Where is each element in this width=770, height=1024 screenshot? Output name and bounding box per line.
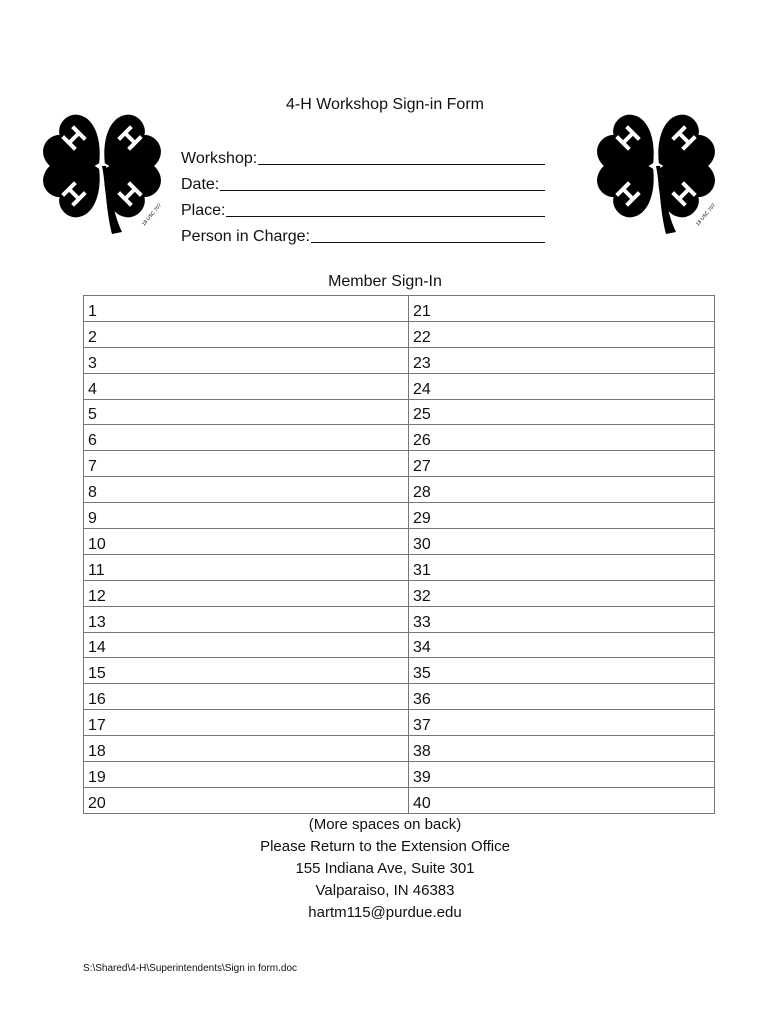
table-row [84,606,715,632]
signin-cell[interactable]: 25 [409,399,715,425]
workshop-line [258,164,545,165]
table-row [84,321,715,347]
table-row [84,632,715,658]
table-row [84,451,715,477]
workshop-field[interactable] [181,146,545,168]
signin-cell[interactable]: 2 [84,321,409,347]
field-label: Date: [181,176,220,193]
signin-cell[interactable]: 1 [84,296,409,322]
signin-cell[interactable]: 20 [84,787,409,813]
member-signin-table [83,295,715,814]
date-field[interactable] [181,172,545,194]
signin-cell[interactable]: 11 [84,554,409,580]
table-row [84,347,715,373]
table-row [84,529,715,555]
signin-cell[interactable]: 4 [84,373,409,399]
signin-cell[interactable]: 6 [84,425,409,451]
4-h-clover-logo-right [594,100,718,236]
signin-cell[interactable]: 38 [409,736,715,762]
place-line [226,216,545,217]
signin-cell[interactable]: 27 [409,451,715,477]
signin-cell[interactable]: 7 [84,451,409,477]
table-row [84,580,715,606]
signin-cell[interactable]: 23 [409,347,715,373]
signin-cell[interactable]: 13 [84,606,409,632]
field-label: Place: [181,202,226,219]
table-row [84,762,715,788]
signin-cell[interactable]: 33 [409,606,715,632]
field-label: Person in Charge: [181,228,310,245]
signin-cell[interactable]: 26 [409,425,715,451]
signin-cell[interactable]: 37 [409,710,715,736]
table-row [84,787,715,813]
signin-cell[interactable]: 16 [84,684,409,710]
signin-cell[interactable]: 17 [84,710,409,736]
signin-cell[interactable]: 30 [409,529,715,555]
signin-cell[interactable]: 40 [409,787,715,813]
signin-cell[interactable]: 34 [409,632,715,658]
form-title: 4-H Workshop Sign-in Form [286,96,484,113]
table-row [84,658,715,684]
signin-cell[interactable]: 10 [84,529,409,555]
return-instructions: Please Return to the Extension Office [260,838,510,855]
signin-cell[interactable]: 28 [409,477,715,503]
field-label: Workshop: [181,150,258,167]
contact-email: hartm115@purdue.edu [308,904,462,921]
table-row [84,477,715,503]
table-row [84,373,715,399]
signin-cell[interactable]: 39 [409,762,715,788]
signin-cell[interactable]: 9 [84,503,409,529]
signin-cell[interactable]: 15 [84,658,409,684]
signin-cell[interactable]: 21 [409,296,715,322]
signin-cell[interactable]: 35 [409,658,715,684]
signin-cell[interactable]: 8 [84,477,409,503]
signin-cell[interactable]: 31 [409,554,715,580]
signin-cell[interactable]: 24 [409,373,715,399]
signin-cell[interactable]: 29 [409,503,715,529]
more-spaces-note: (More spaces on back) [308,816,462,833]
signin-cell[interactable]: 12 [84,580,409,606]
signin-cell[interactable]: 18 [84,736,409,762]
signin-cell[interactable]: 14 [84,632,409,658]
address-line-1: 155 Indiana Ave, Suite 301 [295,860,475,877]
signin-cell[interactable]: 32 [409,580,715,606]
signin-cell[interactable]: 3 [84,347,409,373]
table-row [84,296,715,322]
table-row [84,425,715,451]
signin-cell[interactable]: 22 [409,321,715,347]
person-in-charge-field[interactable] [181,224,545,246]
place-field[interactable] [181,198,545,220]
table-row [84,710,715,736]
person-line [311,242,545,243]
table-row [84,399,715,425]
4-h-clover-logo-left [40,100,164,236]
file-path: S:\Shared\4-H\Superintendents\Sign in form.doc [83,963,298,974]
table-row [84,503,715,529]
signin-cell[interactable]: 19 [84,762,409,788]
signin-cell[interactable]: 5 [84,399,409,425]
table-row [84,684,715,710]
address-line-2: Valparaiso, IN 46383 [315,882,455,899]
table-row [84,554,715,580]
signin-cell[interactable]: 36 [409,684,715,710]
member-signin-title: Member Sign-In [328,273,442,290]
date-line [220,190,545,191]
table-row [84,736,715,762]
